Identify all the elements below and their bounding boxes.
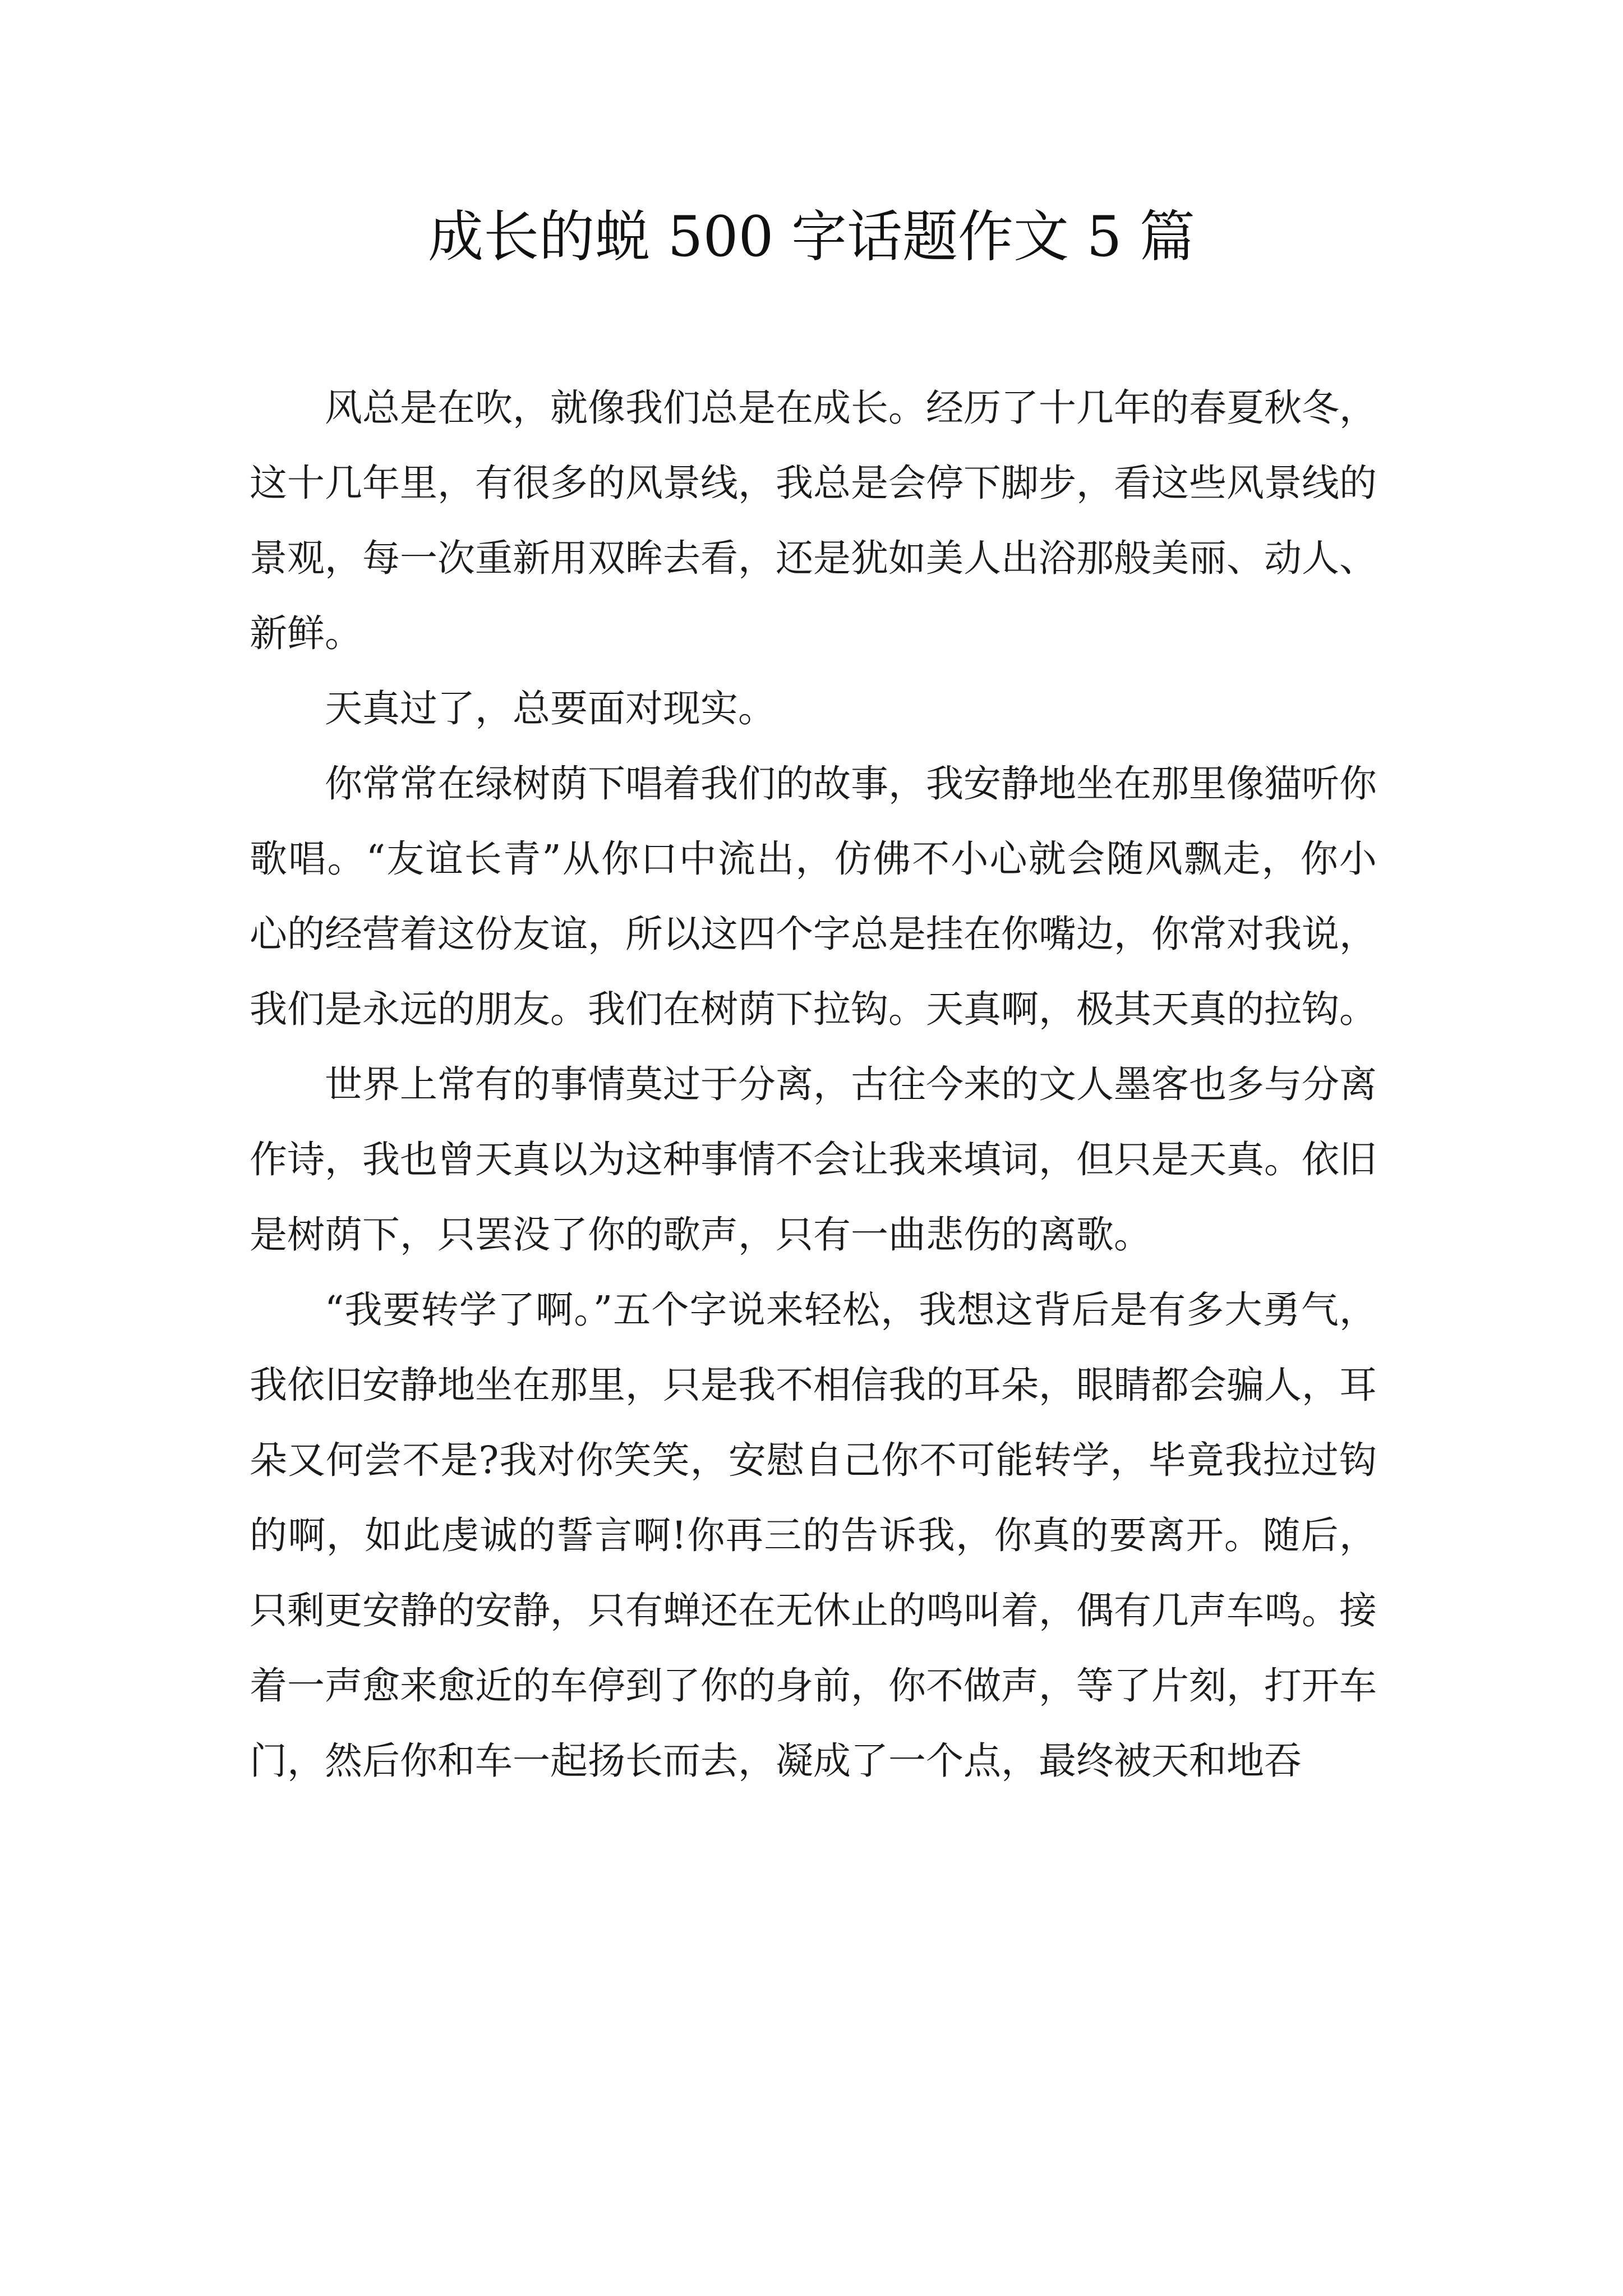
paragraph: 世界上常有的事情莫过于分离，古往今来的文人墨客也多与分离作诗，我也曾天真以为这种事情不会让我来填词，但只是天真。依旧是树荫下，只罢没了你的歌声，只有一曲悲伤的离歌。 xyxy=(250,1062,1377,1257)
document-body xyxy=(250,370,1377,1798)
paragraph: 天真过了，总要面对现实。 xyxy=(325,687,776,730)
paragraph: “我要转学了啊。”五个字说来轻松，我想这背后是有多大勇气，我依旧安静地坐在那里，只是我不相信我的耳朵，眼睛都会骗人，耳朵又何尝不是?我对你笑笑，安慰自己你不可能转学，毕竟我拉过钩的啊，如此虔诚的誓言啊!你再三的告诉我，你真的要离开。随后，只剩更安静的安静，只有蝉还在无休止的鸣叫着，偶有几声车鸣。接着一声愈来愈近的车停到了你的身前，你不做声，等了片刻，打开车门，然后你和车一起扬长而去，凝成了一个点，最终被天和地吞 xyxy=(250,1288,1377,1783)
paragraph: 你常常在绿树荫下唱着我们的故事，我安静地坐在那里像猫听你歌唱。“友谊长青”从你口中流出，仿佛不小心就会随风飘走，你小心的经营着这份友谊，所以这四个字总是挂在你嘴边，你常对我说，我们是永远的朋友。我们在树荫下拉钩。天真啊，极其天真的拉钩。 xyxy=(250,762,1377,1031)
document-title: 成长的蜕 500 字话题作文 5 篇 xyxy=(428,205,1195,269)
paragraph: 风总是在吹，就像我们总是在成长。经历了十几年的春夏秋冬，这十几年里，有很多的风景线，我总是会停下脚步，看这些风景线的景观，每一次重新用双眸去看，还是犹如美人出浴那般美丽、动人、新鲜。 xyxy=(250,386,1377,655)
